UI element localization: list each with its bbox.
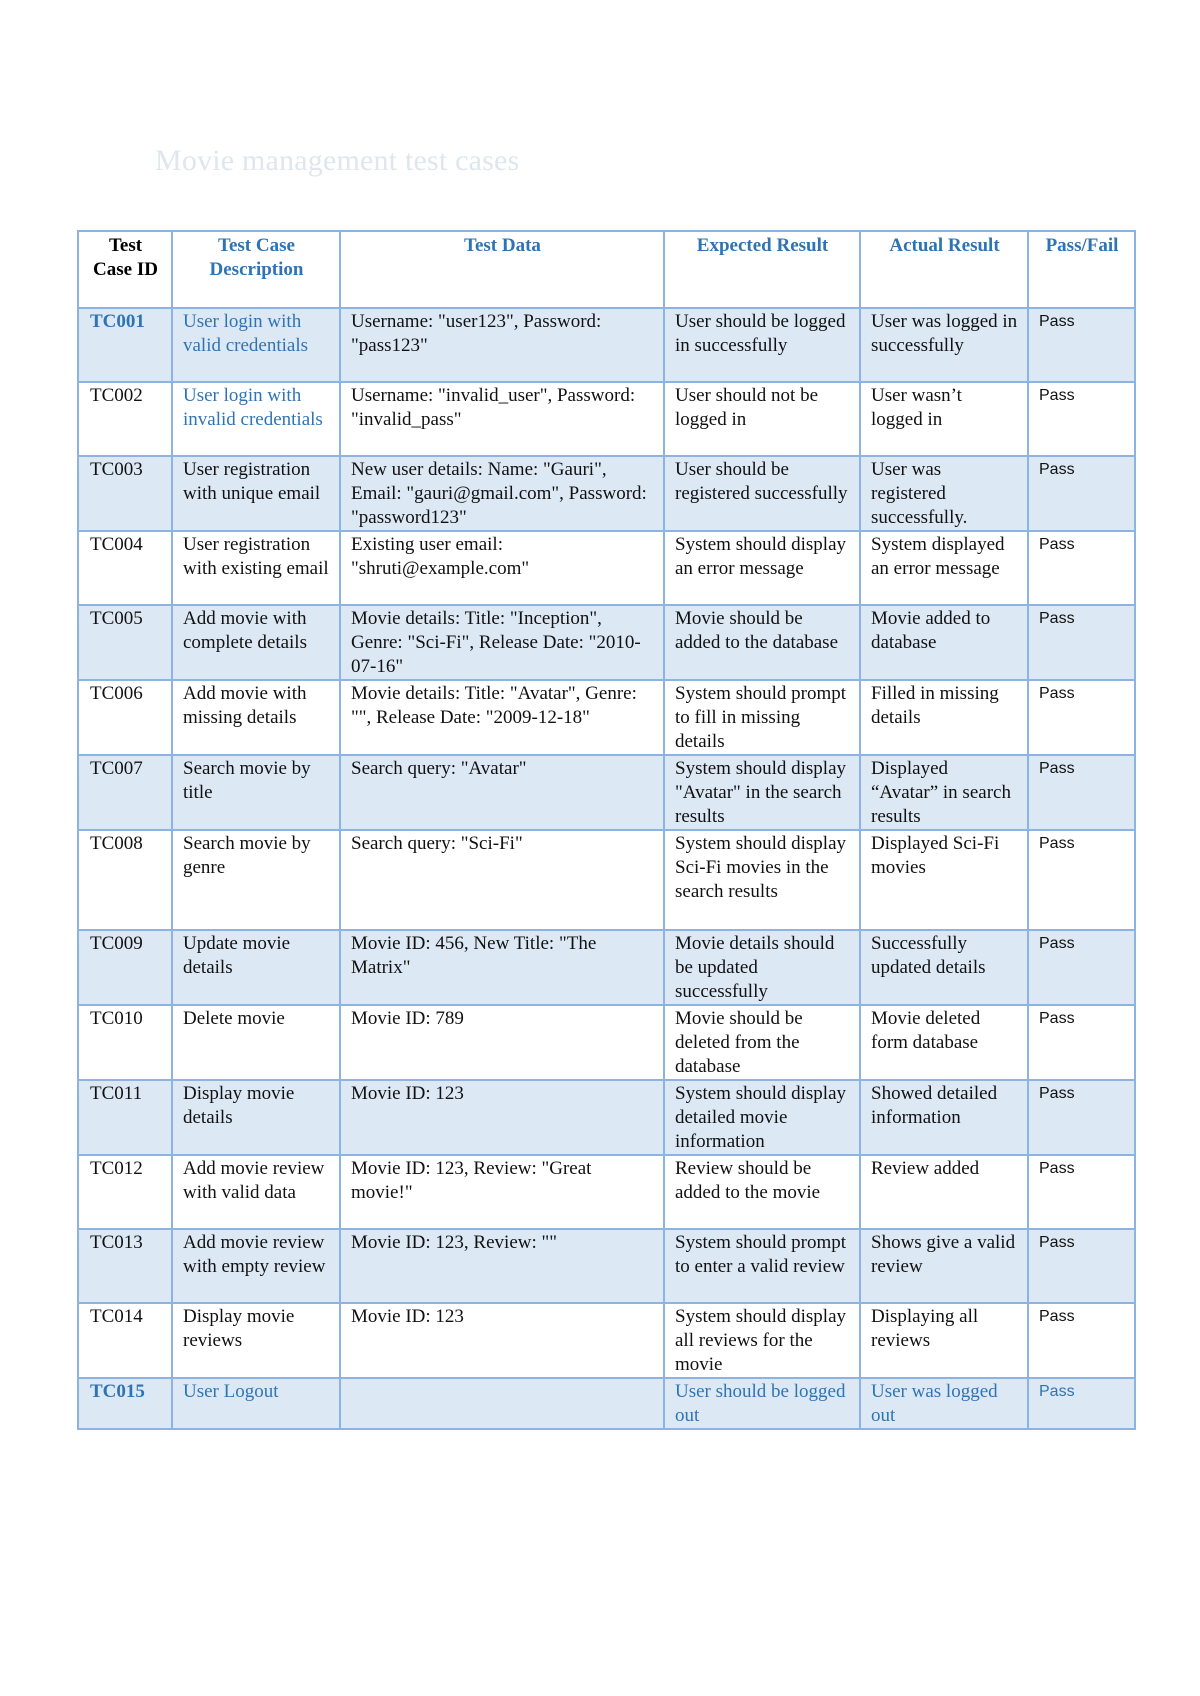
cell-id: TC002: [78, 382, 172, 456]
cell-expected: Review should be added to the movie: [664, 1155, 860, 1229]
cell-test-data: Search query: "Avatar": [340, 755, 664, 830]
table-row: [78, 1080, 1135, 1155]
header-expected-result: Expected Result: [664, 231, 860, 308]
cell-id: TC005: [78, 605, 172, 680]
cell-description: Search movie by title: [172, 755, 340, 830]
cell-id: TC012: [78, 1155, 172, 1229]
cell-result: Pass: [1028, 1080, 1135, 1155]
cell-description: Update movie details: [172, 930, 340, 1005]
header-actual-result: Actual Result: [860, 231, 1028, 308]
cell-result: Pass: [1028, 382, 1135, 456]
cell-description: Search movie by genre: [172, 830, 340, 930]
table-row: [78, 605, 1135, 680]
cell-test-data: Movie ID: 456, New Title: "The Matrix": [340, 930, 664, 1005]
table-row: [78, 382, 1135, 456]
test-cases-table: [77, 230, 1136, 1430]
cell-result: Pass: [1028, 1229, 1135, 1303]
table-row: [78, 930, 1135, 1005]
table-row: [78, 1005, 1135, 1080]
table-row: [78, 308, 1135, 382]
cell-description: Add movie with complete details: [172, 605, 340, 680]
cell-expected: System should prompt to fill in missing details: [664, 680, 860, 755]
table-row: [78, 456, 1135, 531]
cell-expected: System should display an error message: [664, 531, 860, 605]
cell-id: TC010: [78, 1005, 172, 1080]
cell-expected: Movie details should be updated successfully: [664, 930, 860, 1005]
cell-description: Add movie review with valid data: [172, 1155, 340, 1229]
cell-id: TC015: [78, 1378, 172, 1429]
cell-id: TC001: [78, 308, 172, 382]
cell-test-data: Movie ID: 123, Review: "": [340, 1229, 664, 1303]
cell-actual: Displayed Sci-Fi movies: [860, 830, 1028, 930]
cell-expected: System should display "Avatar" in the search results: [664, 755, 860, 830]
table-row: [78, 1229, 1135, 1303]
cell-description: Add movie with missing details: [172, 680, 340, 755]
table-row: [78, 830, 1135, 930]
cell-id: TC006: [78, 680, 172, 755]
cell-actual: Displaying all reviews: [860, 1303, 1028, 1378]
cell-actual: User was logged in successfully: [860, 308, 1028, 382]
cell-description: Delete movie: [172, 1005, 340, 1080]
cell-description: User login with invalid credentials: [172, 382, 340, 456]
cell-id: TC007: [78, 755, 172, 830]
cell-test-data: Username: "invalid_user", Password: "invalid_pass": [340, 382, 664, 456]
cell-actual: User was logged out: [860, 1378, 1028, 1429]
cell-test-data: Movie ID: 123: [340, 1080, 664, 1155]
cell-result: Pass: [1028, 755, 1135, 830]
cell-actual: Displayed “Avatar” in search results: [860, 755, 1028, 830]
cell-actual: Showed detailed information: [860, 1080, 1028, 1155]
cell-id: TC008: [78, 830, 172, 930]
cell-description: Display movie reviews: [172, 1303, 340, 1378]
cell-description: Display movie details: [172, 1080, 340, 1155]
cell-actual: Shows give a valid review: [860, 1229, 1028, 1303]
cell-id: TC009: [78, 930, 172, 1005]
document-title: Movie management test cases: [155, 144, 520, 177]
header-test-case-id: Test Case ID: [78, 231, 172, 308]
cell-test-data: Movie details: Title: "Inception", Genre: "Sci-Fi", Release Date: "2010-07-16": [340, 605, 664, 680]
cell-expected: User should be logged in successfully: [664, 308, 860, 382]
cell-result: Pass: [1028, 930, 1135, 1005]
cell-id: TC003: [78, 456, 172, 531]
cell-id: TC013: [78, 1229, 172, 1303]
cell-result: Pass: [1028, 1303, 1135, 1378]
cell-expected: System should display Sci-Fi movies in the search results: [664, 830, 860, 930]
cell-expected: System should display detailed movie information: [664, 1080, 860, 1155]
cell-expected: User should be registered successfully: [664, 456, 860, 531]
cell-test-data: Search query: "Sci-Fi": [340, 830, 664, 930]
cell-id: TC004: [78, 531, 172, 605]
cell-actual: Review added: [860, 1155, 1028, 1229]
cell-actual: Filled in missing details: [860, 680, 1028, 755]
cell-actual: System displayed an error message: [860, 531, 1028, 605]
table-row: [78, 1378, 1135, 1429]
cell-result: Pass: [1028, 1155, 1135, 1229]
cell-result: Pass: [1028, 830, 1135, 930]
cell-test-data: Existing user email: "shruti@example.com": [340, 531, 664, 605]
cell-expected: Movie should be added to the database: [664, 605, 860, 680]
cell-description: User login with valid credentials: [172, 308, 340, 382]
cell-result: Pass: [1028, 1005, 1135, 1080]
cell-actual: Movie added to database: [860, 605, 1028, 680]
table-header-row: [78, 231, 1135, 308]
cell-result: Pass: [1028, 308, 1135, 382]
cell-id: TC014: [78, 1303, 172, 1378]
cell-test-data: Movie ID: 123: [340, 1303, 664, 1378]
cell-actual: Successfully updated details: [860, 930, 1028, 1005]
cell-result: Pass: [1028, 680, 1135, 755]
cell-description: User Logout: [172, 1378, 340, 1429]
cell-test-data: New user details: Name: "Gauri", Email: "gauri@gmail.com", Password: "password123": [340, 456, 664, 531]
cell-result: Pass: [1028, 1378, 1135, 1429]
cell-test-data: Movie details: Title: "Avatar", Genre: "", Release Date: "2009-12-18": [340, 680, 664, 755]
cell-expected: System should display all reviews for the movie: [664, 1303, 860, 1378]
cell-description: User registration with existing email: [172, 531, 340, 605]
header-description: Test Case Description: [172, 231, 340, 308]
cell-result: Pass: [1028, 531, 1135, 605]
cell-actual: Movie deleted form database: [860, 1005, 1028, 1080]
cell-description: User registration with unique email: [172, 456, 340, 531]
cell-test-data: Movie ID: 789: [340, 1005, 664, 1080]
cell-expected: User should not be logged in: [664, 382, 860, 456]
cell-actual: User was registered successfully.: [860, 456, 1028, 531]
table-row: [78, 680, 1135, 755]
cell-test-data: [340, 1378, 664, 1429]
cell-test-data: Username: "user123", Password: "pass123": [340, 308, 664, 382]
table-row: [78, 1303, 1135, 1378]
cell-expected: Movie should be deleted from the database: [664, 1005, 860, 1080]
table-row: [78, 531, 1135, 605]
cell-result: Pass: [1028, 456, 1135, 531]
cell-test-data: Movie ID: 123, Review: "Great movie!": [340, 1155, 664, 1229]
cell-result: Pass: [1028, 605, 1135, 680]
table-row: [78, 1155, 1135, 1229]
cell-expected: User should be logged out: [664, 1378, 860, 1429]
cell-expected: System should prompt to enter a valid review: [664, 1229, 860, 1303]
cell-description: Add movie review with empty review: [172, 1229, 340, 1303]
table-row: [78, 755, 1135, 830]
cell-actual: User wasn’t logged in: [860, 382, 1028, 456]
cell-id: TC011: [78, 1080, 172, 1155]
header-test-data: Test Data: [340, 231, 664, 308]
header-pass-fail: Pass/Fail: [1028, 231, 1135, 308]
